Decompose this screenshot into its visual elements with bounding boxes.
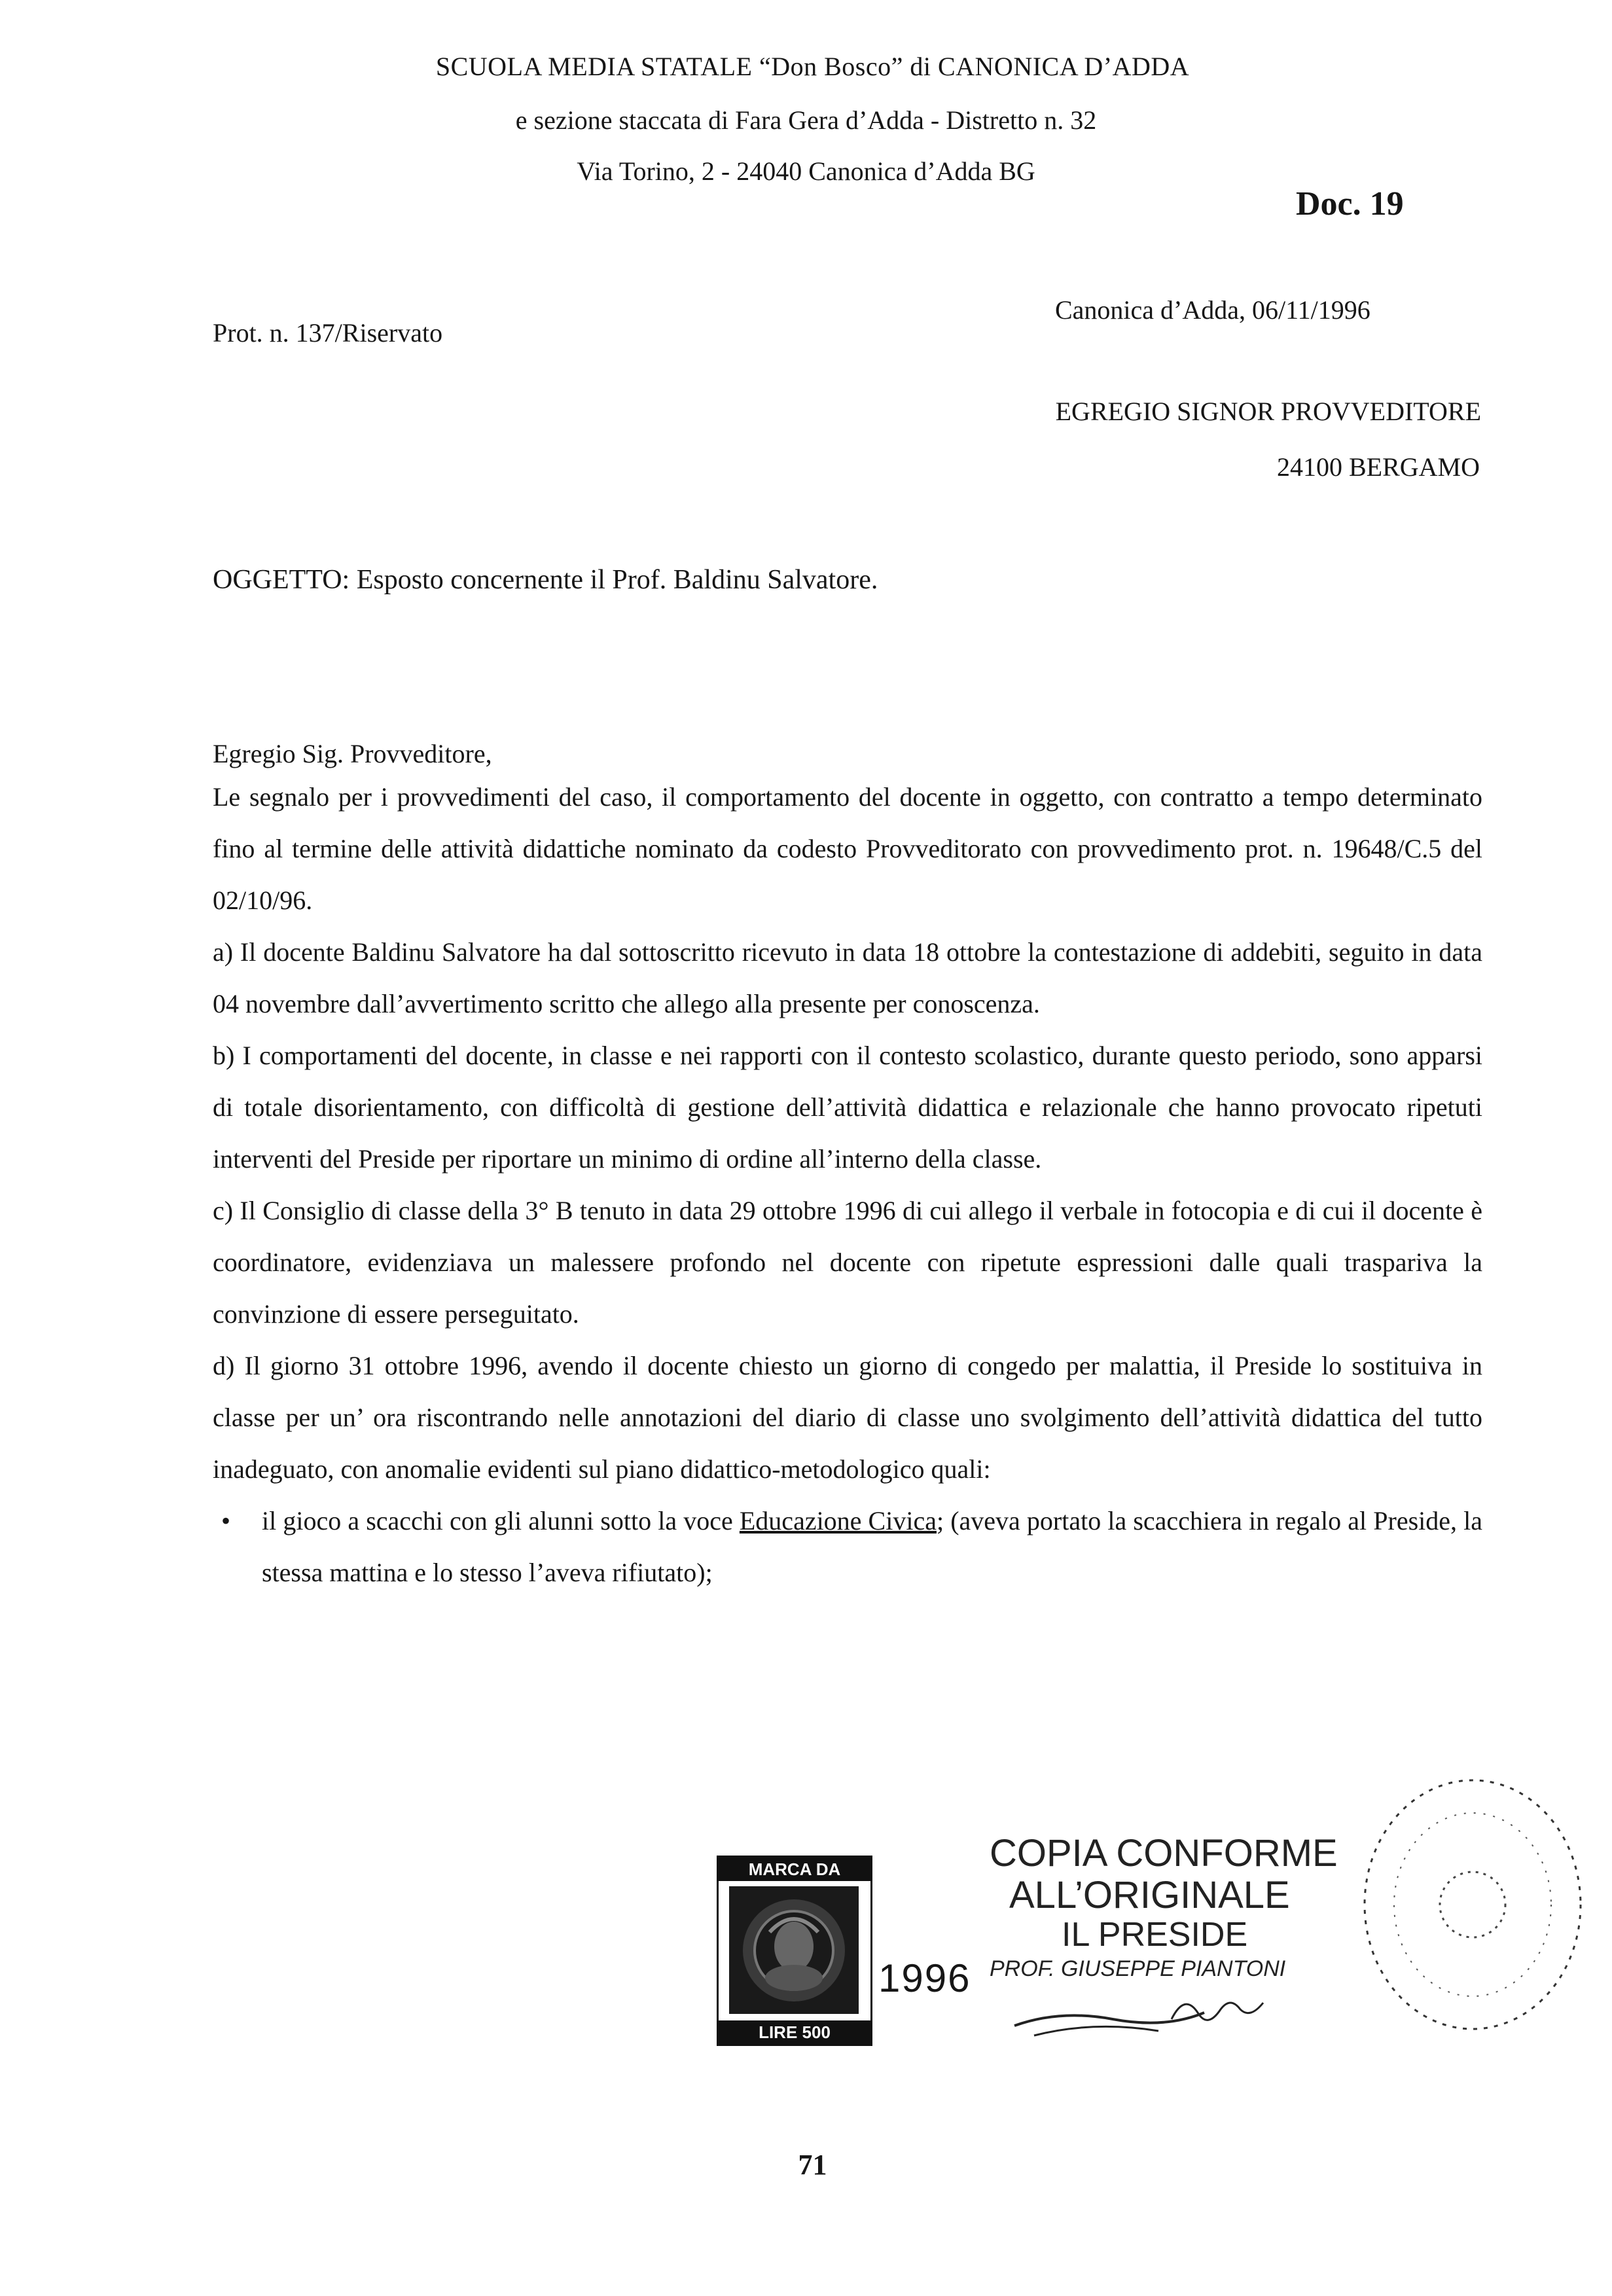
point-c: c) Il Consiglio di classe della 3° B tenuto in data 29 ottobre 1996 di cui allego il verbale in fotocopia e di cui il docente è coordinatore, evidenziava un malessere profondo nel docente con ripetute espressioni dalle quali traspariva la convinzione di essere perseguitato.	[213, 1196, 1482, 1329]
point-b: b) I comportamenti del docente, in classe e nei rapporti con il contesto scolastico, durante questo periodo, sono apparsi di totale disorientamento, con difficoltà di gestione dell’attività didattica e relazionale che hanno provocato ripetuti interventi del Preside per riportare un minimo di ordine all’interno della classe.	[213, 1041, 1482, 1174]
place-and-date: Canonica d’Adda, 06/11/1996	[1055, 295, 1370, 325]
point-d: d) Il giorno 31 ottobre 1996, avendo il docente chiesto un giorno di congedo per malattia, il Preside lo sostituiva in classe per un’ ora riscontrando nelle annotazioni del diario di classe uno svolgimento dell’attività didattica del tutto inadeguato, con anomalie evidenti sul piano didattico-metodologico quali:	[213, 1351, 1482, 1484]
letter-body	[213, 771, 1482, 1598]
handwritten-signature-icon	[1008, 1973, 1309, 2045]
conformity-line-2: ALL’ORIGINALE	[1009, 1874, 1290, 1916]
revenue-stamp-value: LIRE 500	[719, 2020, 870, 2044]
stamp-portrait-icon	[729, 1886, 859, 2014]
stamp-cancel-year: 1996	[878, 1956, 971, 2000]
protocol-number: Prot. n. 137/Riservato	[213, 318, 443, 348]
underlined-subject: Educazione Civica	[739, 1506, 937, 1535]
revenue-stamp-label: MARCA DA	[719, 1857, 870, 1881]
conformity-line-1: COPIA CONFORME	[990, 1832, 1338, 1874]
recipient-city: 24100 BERGAMO	[1276, 452, 1480, 482]
anomalies-list	[213, 1495, 1482, 1598]
round-seal-icon	[1355, 1767, 1590, 2042]
school-name: SCUOLA MEDIA STATALE “Don Bosco” di CANONICA D’ADDA	[435, 52, 1190, 81]
school-section: e sezione staccata di Fara Gera d’Adda - Distretto n. 32	[515, 105, 1097, 135]
conformity-line-3: IL PRESIDE	[1062, 1916, 1248, 1954]
revenue-stamp	[717, 1856, 872, 2046]
intro-paragraph: Le segnalo per i provvedimenti del caso, il comportamento del docente in oggetto, con contratto a tempo determinato fino al termine delle attività didattiche nominato da codesto Provveditorato con provvedimento prot. n. 19648/C.5 del 02/10/96.	[213, 782, 1482, 915]
document-number: Doc. 19	[1296, 185, 1404, 223]
point-a: a) Il docente Baldinu Salvatore ha dal sottoscritto ricevuto in data 18 ottobre la contestazione di addebiti, seguito in data 04 novembre dall’avvertimento scritto che allego alla presente per conoscenza.	[213, 937, 1482, 1018]
recipient-title: EGREGIO SIGNOR PROVVEDITORE	[1055, 397, 1481, 426]
list-item	[262, 1495, 1482, 1598]
bullet-text-start: il gioco a scacchi con gli alunni sotto la voce	[262, 1506, 740, 1535]
conformity-stamp	[990, 1833, 1338, 1984]
subject-line: OGGETTO: Esposto concernente il Prof. Baldinu Salvatore.	[213, 565, 878, 595]
bullet-text-end: ; (aveva portato la scacchiera in regalo al Preside, la stessa mattina e lo stesso l’aveva rifiutato);	[262, 1506, 1482, 1587]
salutation: Egregio Sig. Provveditore,	[213, 739, 492, 768]
conformity-line-4: PROF. GIUSEPPE PIANTONI	[990, 1956, 1286, 1981]
page-number: 71	[798, 2149, 827, 2181]
school-address: Via Torino, 2 - 24040 Canonica d’Adda BG	[577, 156, 1035, 186]
